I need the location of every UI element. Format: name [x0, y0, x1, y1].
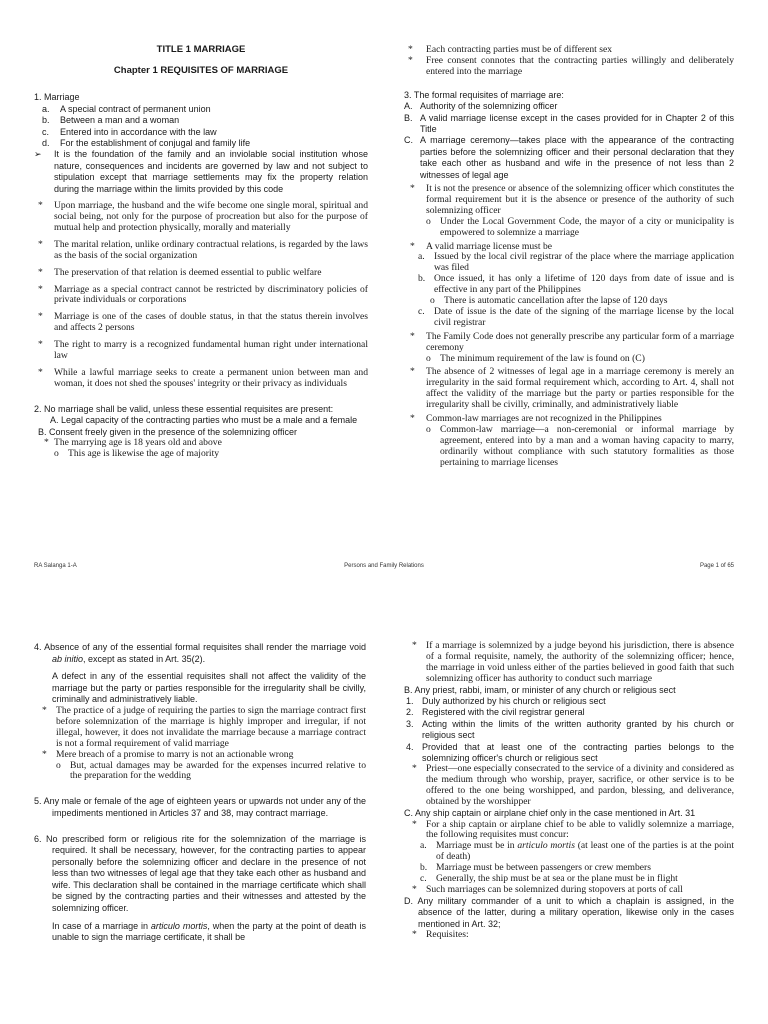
asterisk-icon: * [408, 54, 413, 66]
note-item: * Marriage is one of the cases of double status, in that the status therein involves and affects 2 persons [38, 311, 368, 334]
page1-left-column [34, 44, 368, 460]
note-item: * The marrying age is 18 years old and above [44, 436, 222, 448]
note-item: * Each contracting parties must be of different sex [408, 44, 613, 55]
note-item: * The absence of 2 witnesses of legal age in a marriage ceremony is merely an irregularity in the said formal requirement which, according to Art. 4, shall not affect the validity of the marriage but the party or parties responsible for the irregularity shall be civilly, criminally, and administratively liable [410, 366, 734, 411]
item-6: 6. No prescribed form or religious rite for the solemnization of the marriage is required. It shall be necessary, however, for the contracting parties to appear personally before the solemnizing officer and declare in the presence of not less than two witnesses of legal age that they take each other as husband and wife. This declaration shall be contained in the marriage certificate which shall be signed by the contracting parties and their witnesses and attested by the solemnizing officer. [34, 833, 366, 914]
sub-note-item: o But, actual damages may be awarded for the expenses incurred relative to the preparation for the wedding [56, 759, 366, 782]
asterisk-icon: * [38, 266, 43, 278]
list-item: c. Generally, the ship must be at sea or the plane must be in flight [420, 873, 678, 885]
circle-bullet-icon: o [426, 215, 431, 227]
sub-note-item: o Common-law marriage—a non-ceremonial or informal marriage by agreement, entered into by a man and a woman having capacity to marry, ordinarily without compliance with such statutory formalities as those pertaining to marriage licenses [426, 424, 734, 468]
list-item: b. Marriage must be between passengers or crew members [420, 862, 651, 874]
note-item: * A valid marriage license must be [410, 240, 553, 252]
item-5: 5. Any male or female of the age of eighteen years or upwards not under any of the impediments mentioned in Articles 37 and 38, may contract marriage. [34, 796, 366, 818]
asterisk-icon: * [38, 200, 43, 212]
asterisk-icon: * [408, 44, 413, 55]
item-4: 4. Absence of any of the essential formal requisites shall render the marriage void ab initio, except as stated in Art. 35(2). [34, 642, 366, 664]
note-item: * Upon marriage, the husband and the wife become one single moral, spiritual and social being, not only for the purpose of procreation but also for the purpose of mutual help and protection physically, morally and materially [38, 200, 368, 233]
page2-right-column [404, 641, 734, 941]
note-item: * Requisites: [412, 929, 469, 941]
note-item: * Priest—one especially consecrated to the service of a divinity and considered as the medium through who worship, prayer, sacrifice, or other service is to be offered to the one being worshipped, and pardon, blessing, and deliverance, obtained by the worshipper [412, 763, 734, 808]
asterisk-icon: * [38, 366, 43, 378]
circle-bullet-icon: o [56, 759, 61, 771]
list-item: 4. Provided that at least one of the contracting parties belongs to the solemnizing officer's church or religious sect [406, 741, 734, 764]
item-3-b: B. A valid marriage license except in the cases provided for in Chapter 2 of this Title [404, 112, 734, 134]
item-b: B. Any priest, rabbi, imam, or minister of any church or religious sect [404, 684, 676, 695]
list-item: 3. Acting within the limits of the written authority granted by his church or religious sect [406, 718, 734, 741]
note-item: * Marriage as a special contract cannot be restricted by discriminatory policies of private individuals or corporations [38, 283, 368, 306]
asterisk-icon: * [412, 929, 417, 941]
asterisk-icon: * [412, 640, 417, 651]
asterisk-icon: * [410, 366, 415, 378]
note-item: * The practice of a judge of requiring the parties to sign the marriage contract first before solemnization of the marriage is highly improper and irregular, if not illegal, however, it does not invalidate the marriage because a marriage contract is not a formal requirement of valid marriage [42, 704, 366, 749]
page-title: TITLE 1 MARRIAGE [156, 44, 246, 55]
asterisk-icon: * [42, 748, 47, 760]
chapter-title: Chapter 1 REQUISITES OF MARRIAGE [113, 65, 289, 77]
list-item: a. Issued by the local civil registrar of the place where the marriage application was filed [418, 251, 734, 274]
list-item: d. For the establishment of conjugal and family life [42, 138, 251, 149]
asterisk-icon: * [410, 182, 415, 194]
note-item: * Mere breach of a promise to marry is not an actionable wrong [42, 748, 294, 760]
sub-note-item: o Under the Local Government Code, the mayor of a city or municipality is empowered to solemnize a marriage [426, 215, 734, 238]
item-c: C. Any ship captain or airplane chief only in the case mentioned in Art. 31 [404, 808, 696, 819]
marriage-heading: 1. Marriage [34, 92, 80, 103]
list-item: 2. Registered with the civil registrar general [406, 707, 585, 718]
circle-bullet-icon: o [426, 424, 431, 435]
item-3-a: A. Authority of the solemnizing officer [404, 101, 558, 112]
note-item: * The marital relation, unlike ordinary contractual relations, is regarded by the laws as the basis of the social organization [38, 238, 368, 261]
item-2-b: B. Consent freely given in the presence of the solemnizing officer [38, 426, 297, 437]
list-item: b. Once issued, it has only a lifetime of 120 days from date of issue and is effective in any part of the Philippines [418, 273, 734, 296]
circle-bullet-icon: o [54, 447, 59, 459]
sub-note-item: o The minimum requirement of the law is found on (C) [426, 352, 645, 364]
note-item: * If a marriage is solemnized by a judge beyond his jurisdiction, there is absence of a formal requisite, namely, the authority of the solemnizing officer; hence, the marriage in void unless either of the parties believed in good faith that such solemnizing officer has authority to conduct such marriage [412, 640, 734, 684]
note-item: * Such marriages can be solemnized during stopovers at ports of call [412, 883, 683, 895]
item-3-c: C. A marriage ceremony—takes place with the appearance of the contracting parties before the solemnizing officer and their personal declaration that they take each other as husband and wife in the presence of not less than 2 witnesses of legal age [404, 135, 734, 180]
document-page-2 [0, 600, 768, 1024]
list-item: c. Entered into in accordance with the law [42, 126, 217, 137]
note-item: * The Family Code does not generally prescribe any particular form of a marriage ceremony [410, 330, 734, 353]
note-item: * The preservation of that relation is deemed essential to public welfare [38, 266, 322, 278]
list-item: 1. Duly authorized by his church or religious sect [406, 696, 606, 707]
footer-subject: Persons and Family Relations [344, 563, 424, 569]
item-3: 3. The formal requisites of marriage are: [404, 89, 564, 100]
asterisk-icon: * [412, 883, 417, 895]
asterisk-icon: * [42, 704, 47, 716]
asterisk-icon: * [38, 238, 43, 250]
note-item: * The right to marry is a recognized fundamental human right under international law [38, 339, 368, 362]
note-item: * For a ship captain or airplane chief to be able to validly solemnize a marriage, the following requisites must concur: [412, 818, 734, 841]
list-item: a. Marriage must be in articulo mortis (at least one of the parties is at the point of death) [420, 840, 734, 863]
list-item: b. Between a man and a woman [42, 115, 180, 126]
item-d: D. Any military commander of a unit to which a chaplain is assigned, in the absence of the latter, during a military operation, likewise only in the cases mentioned in Art. 32; [404, 895, 734, 929]
item-2-a: A. Legal capacity of the contracting parties who must be a male and a female [50, 415, 358, 426]
asterisk-icon: * [38, 311, 43, 323]
arrow-bullet-icon: ➢ [34, 149, 42, 160]
asterisk-icon: * [410, 330, 415, 342]
foundation-note: ➢ It is the foundation of the family and an inviolable social institution whose nature, consequences and incidents are governed by law and not subject to stipulation except that marriage settlements may fix the property relation during the marriage within the limits provided by this code [34, 149, 368, 194]
asterisk-icon: * [410, 413, 415, 425]
page1-right-column [404, 45, 734, 469]
defect-paragraph: A defect in any of the essential requisites shall not affect the validity of the marriage but the party or parties responsible for the irregularity shall be civilly, criminally and administratively liable. [52, 671, 366, 705]
asterisk-icon: * [38, 339, 43, 351]
note-item: * It is not the presence or absence of the solemnizing officer which constitutes the formal requirement but it is the absence or presence of the authority of such solemnizing officer [410, 182, 734, 216]
list-item: a. A special contract of permanent union [42, 103, 211, 114]
footer-page-number: Page 1 of 65 [699, 563, 734, 569]
circle-bullet-icon: o [426, 352, 431, 364]
note-item: * Free consent connotes that the contracting parties willingly and deliberately entered into the marriage [408, 54, 734, 77]
sub-note-item: o There is automatic cancellation after the lapse of 120 days [430, 295, 668, 307]
page2-left-column [34, 642, 366, 944]
note-item: * While a lawful marriage seeks to create a permanent union between man and woman, it does not shed the spouses' integrity or their privacy as individuals [38, 366, 368, 389]
asterisk-icon: * [38, 283, 43, 295]
note-item: * Common-law marriages are not recognized in the Philippines [410, 413, 662, 425]
asterisk-icon: * [412, 763, 417, 775]
asterisk-icon: * [412, 818, 417, 830]
list-item: c. Date of issue is the date of the signing of the marriage license by the local civil registrar [418, 305, 734, 328]
circle-bullet-icon: o [430, 295, 435, 307]
asterisk-icon: * [410, 240, 415, 252]
sub-note-item: o This age is likewise the age of majority [54, 447, 220, 459]
footer-author: RA Salanga 1-A [34, 563, 77, 569]
asterisk-icon: * [44, 436, 49, 448]
item-2: 2. No marriage shall be valid, unless these essential requisites are present: [34, 403, 334, 414]
articulo-mortis-paragraph: In case of a marriage in articulo mortis, when the party at the point of death is unable to sign the marriage certificate, it shall be [52, 920, 366, 943]
